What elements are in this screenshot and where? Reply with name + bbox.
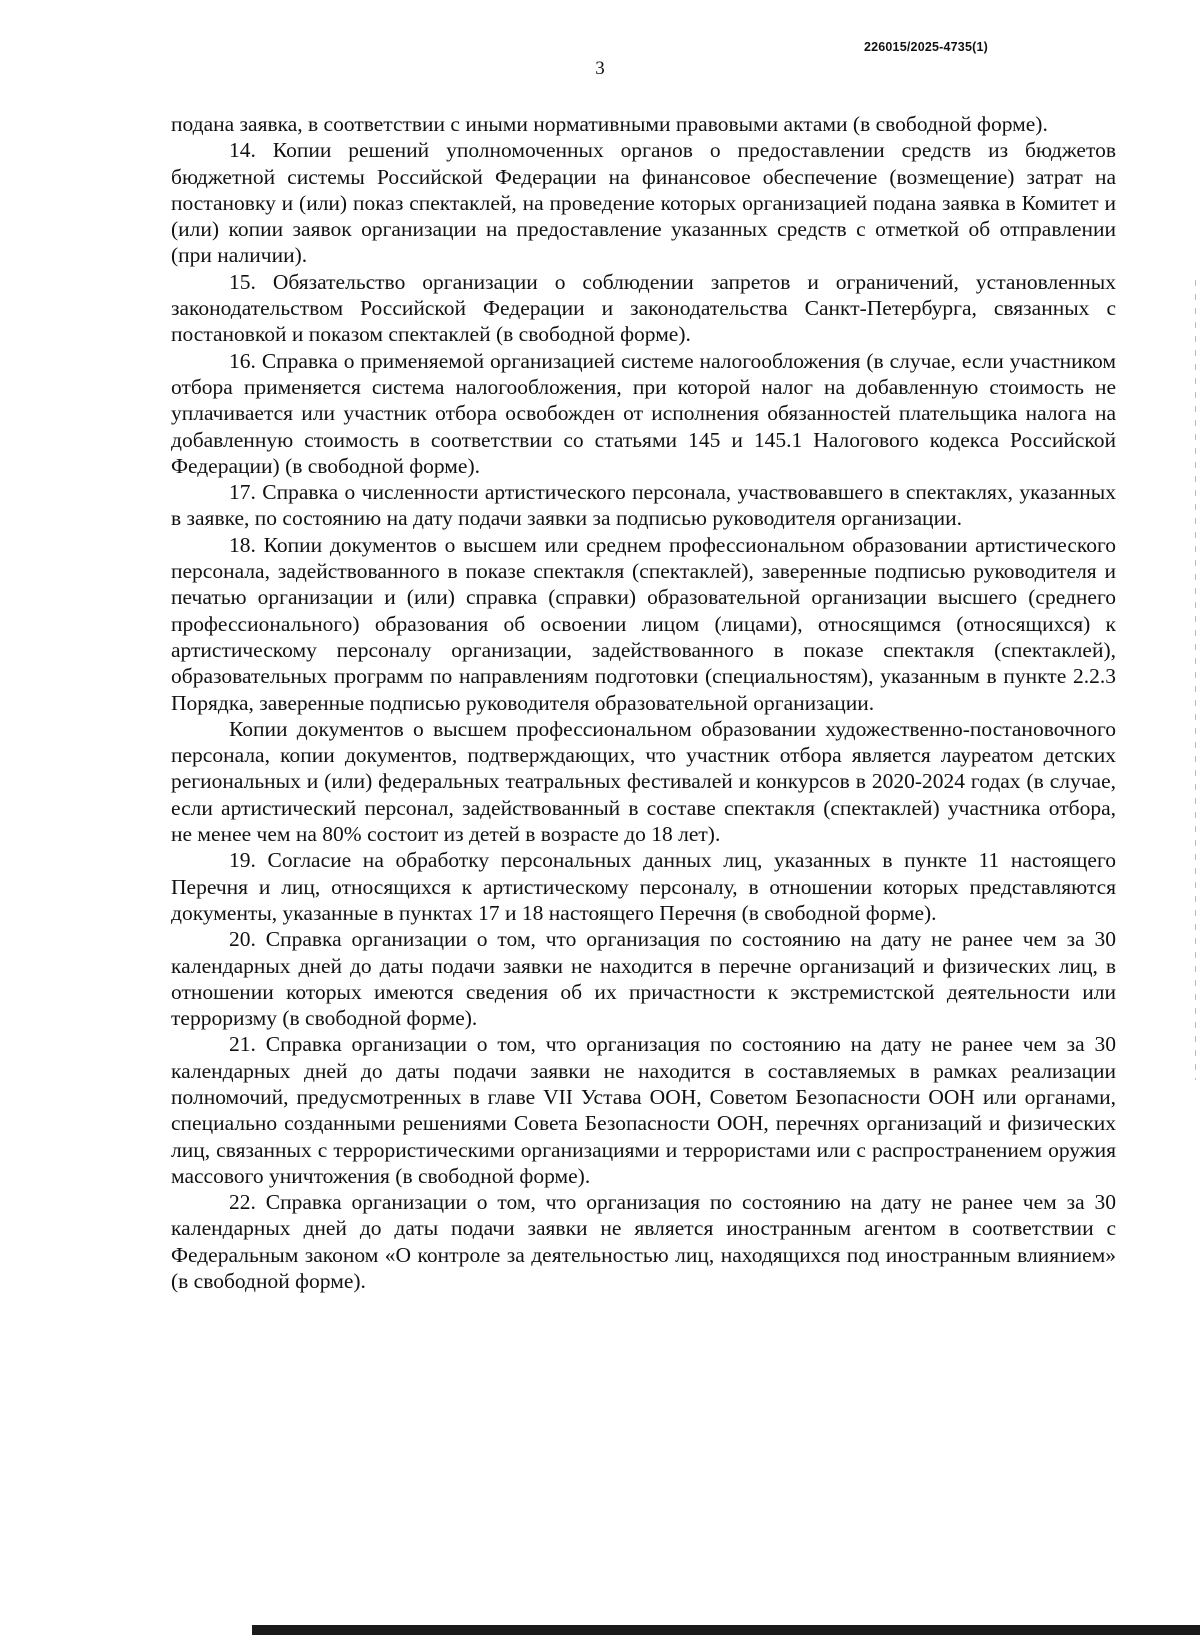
paragraph-item-19: 19. Согласие на обработку персональных данных лиц, указанных в пункте 11 настоящего Перечня и лиц, относящихся к артистическому персоналу, в отношении которых представляются документы, указанные в пунктах 17 и 18 настоящего Перечня (в свободной форме).	[171, 848, 1116, 925]
document-body	[171, 111, 1116, 1294]
document-registration-number: 226015/2025-4735(1)	[863, 40, 988, 54]
paragraph-continuation: подана заявка, в соответствии с иными нормативными правовыми актами (в свободной форме).	[171, 112, 1048, 136]
paragraph-item-16: 16. Справка о применяемой организацией системе налогообложения (в случае, если участником отбора применяется система налогообложения, при которой налог на добавленную стоимость не уплачивается или участник отбора освобожден от исполнения обязанностей плательщика налога на добавленную стоимость в соответствии со статьями 145 и 145.1 Налогового кодекса Российской Федерации) (в свободной форме).	[171, 348, 1116, 478]
paragraph-item-21: 21. Справка организации о том, что организация по состоянию на дату не ранее чем за 30 календарных дней до даты подачи заявки не находится в составляемых в рамках реализации полномочий, предусмотренных в главе VII Устава ООН, Советом Безопасности ООН или органами, специально созданными решениями Совета Безопасности ООН, перечнях организаций и физических лиц, связанных с террористическими организациями и террористами или с распространением оружия массового уничтожения (в свободной форме).	[171, 1032, 1116, 1188]
paragraph-item-17: 17. Справка о численности артистического персонала, участвовавшего в спектаклях, указанных в заявке, по состоянию на дату подачи заявки за подписью руководителя организации.	[171, 480, 1116, 531]
paragraph-item-18-continued: Копии документов о высшем профессиональном образовании художественно-постановочного персонала, копии документов, подтверждающих, что участник отбора является лауреатом детских региональных и (или) федеральных театральных фестивалей и конкурсов в 2020-2024 годах (в случае, если артистический персонал, задействованный в составе спектакля (спектаклей) участника отбора, не менее чем на 80% состоит из детей в возрасте до 18 лет).	[171, 716, 1116, 847]
paragraph-item-22: 22. Справка организации о том, что организация по состоянию на дату не ранее чем за 30 календарных дней до даты подачи заявки не является иностранным агентом в соответствии с Федеральным законом «О контроле за деятельностью лиц, находящихся под иностранным влиянием» (в свободной форме).	[171, 1190, 1116, 1294]
page-number: 3	[595, 58, 605, 79]
scan-edge-artifact	[1195, 280, 1196, 1080]
paragraph-item-15: 15. Обязательство организации о соблюдении запретов и ограничений, установленных законодательством Российской Федерации и законодательства Санкт-Петербурга, связанных с постановкой и показом спектаклей (в свободной форме).	[171, 269, 1116, 347]
paragraph-item-18: 18. Копии документов о высшем или среднем профессиональном образовании артистического персонала, задействованного в показе спектакля (спектаклей), заверенные подписью руководителя и печатью организации и (или) справка (справки) образовательной организации высшего (среднего профессионального) образования об освоении лицом (лицами), относящимся (относящихся) к артистическому персоналу организации, задействованного в показе спектакля (спектаклей), образовательных программ по направлениям подготовки (специальностям), указанным в пункте 2.2.3 Порядка, заверенные подписью руководителя образовательной организации.	[171, 532, 1116, 715]
paragraph-item-20: 20. Справка организации о том, что организация по состоянию на дату не ранее чем за 30 календарных дней до даты подачи заявки не находится в перечне организаций и физических лиц, в отношении которых имеются сведения об их причастности к экстремистской деятельности или терроризму (в свободной форме).	[171, 927, 1116, 1031]
scan-bottom-border	[252, 1625, 1200, 1635]
paragraph-item-14: 14. Копии решений уполномоченных органов о предоставлении средств из бюджетов бюджетной системы Российской Федерации на финансовое обеспечение (возмещение) затрат на постановку и (или) показ спектаклей, на проведение которых организацией подана заявка в Комитет и (или) копии заявок организации на предоставление указанных средств с отметкой об отправлении (при наличии).	[171, 138, 1116, 268]
